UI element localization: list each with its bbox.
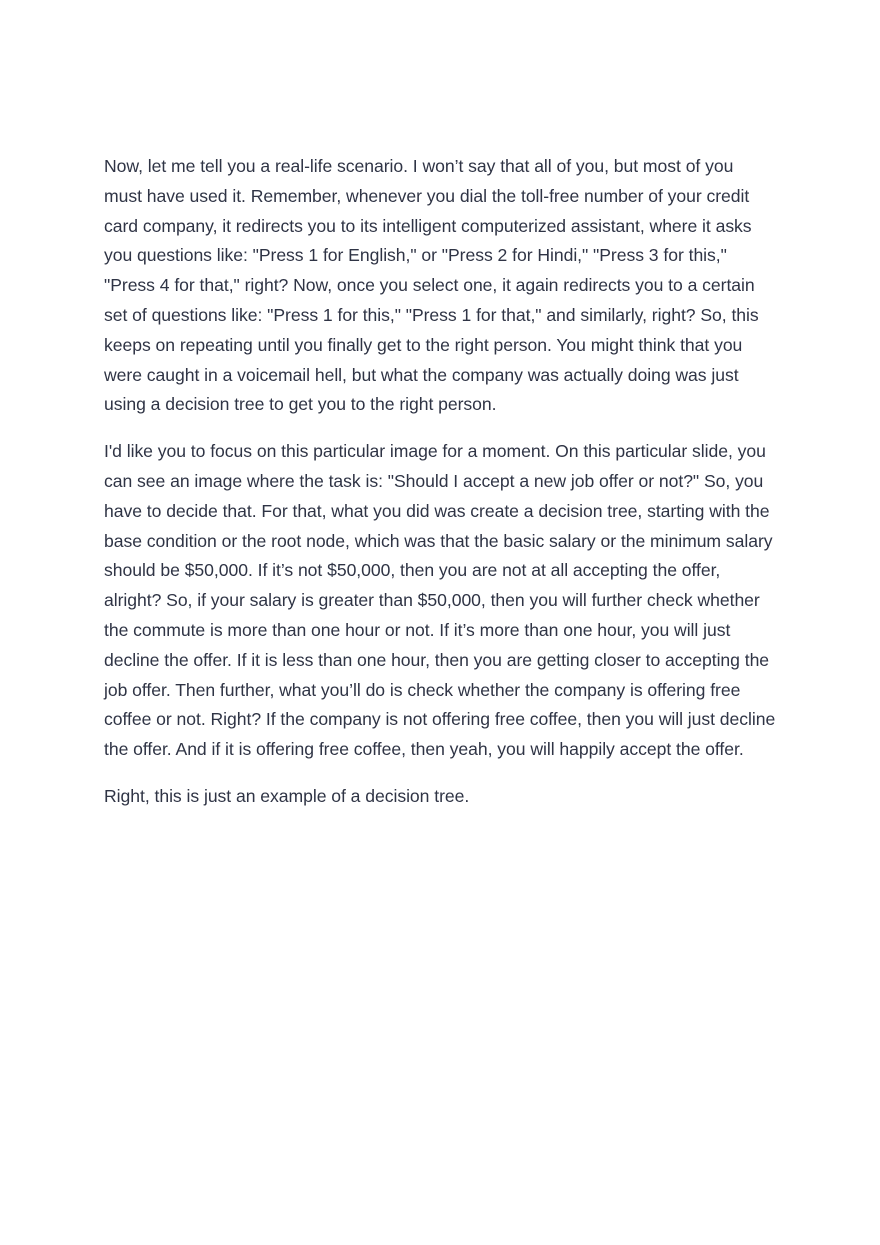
document-body (104, 152, 776, 829)
paragraph-voicemail-scenario: Now, let me tell you a real-life scenario. I won’t say that all of you, but most of you must have used it. Remember, whenever you dial the toll-free number of your credit card company, it redirects you to its intelligent computerized assistant, where it asks you questions like: "Press 1 for English," or "Press 2 for Hindi," "Press 3 for this," "Press 4 for that," right? Now, once you select one, it again redirects you to a certain set of questions like: "Press 1 for this," "Press 1 for that," and similarly, right? So, this keeps on repeating until you finally get to the right person. You might think that you were caught in a voicemail hell, but what the company was actually doing was just using a decision tree to get you to the right person. (104, 156, 759, 415)
paragraph-job-offer-example: I'd like you to focus on this particular image for a moment. On this particular slide, you can see an image where the task is: "Should I accept a new job offer or not?" So, you have to decide that. For that, what you did was create a decision tree, starting with the base condition or the root node, which was that the basic salary or the minimum salary should be $50,000. If it’s not $50,000, then you are not at all accepting the offer, alright? So, if your salary is greater than $50,000, then you will further check whether the commute is more than one hour or not. If it’s more than one hour, you will just decline the offer. If it is less than one hour, then you are getting closer to accepting the job offer. Then further, what you’ll do is check whether the company is offering free coffee or not. Right? If the company is not offering free coffee, then you will just decline the offer. And if it is offering free coffee, then yeah, you will happily accept the offer. (104, 441, 776, 760)
paragraph-conclusion: Right, this is just an example of a decision tree. (104, 785, 470, 806)
